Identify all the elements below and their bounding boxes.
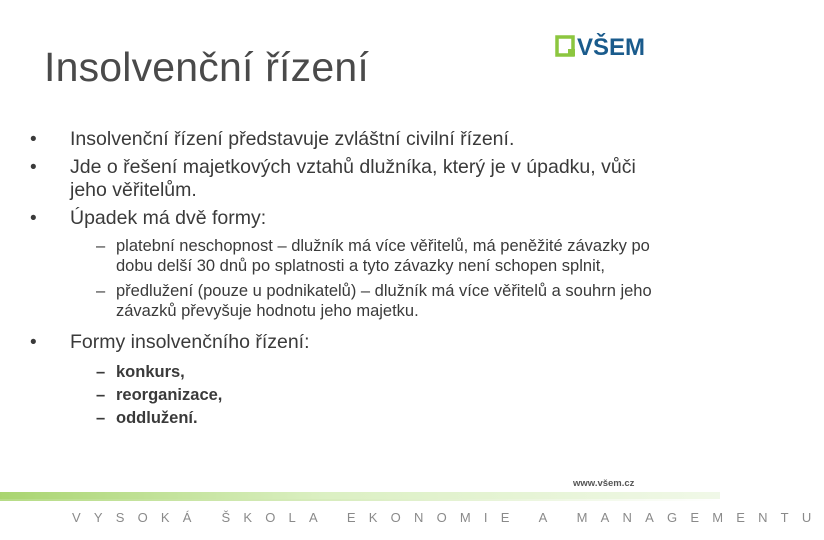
- bullet-icon: •: [30, 129, 37, 150]
- dash-icon: –: [96, 409, 106, 427]
- bullet-icon: •: [30, 157, 37, 178]
- slide-title: Insolvenční řízení: [44, 44, 369, 90]
- school-name-footer: VYSOKÁ ŠKOLA EKONOMIE A MANAGEMENTU: [72, 510, 824, 525]
- sub-list-item: [70, 385, 668, 405]
- list-item: [28, 156, 668, 202]
- item-text: Úpadek má dvě formy:: [70, 207, 267, 229]
- logo-text: VŠEM: [577, 34, 646, 61]
- sub-list: [70, 236, 668, 321]
- list-item: [28, 128, 668, 151]
- website-url: www.všem.cz: [573, 478, 635, 489]
- bullet-icon: •: [30, 332, 37, 353]
- sub-list-item: [70, 408, 668, 428]
- dash-icon: –: [96, 237, 106, 255]
- list-item: [28, 331, 668, 428]
- bullet-list: [28, 128, 668, 433]
- sub-item-text: předlužení (pouze u podnikatelů) – dlužník má více věřitelů a souhrn jeho závazků převyšuje hodnotu jeho majetku.: [116, 282, 652, 320]
- sub-item-text: reorganizace,: [116, 386, 223, 404]
- item-text: Jde o řešení majetkových vztahů dlužníka, který je v úpadku, vůči jeho věřitelům.: [70, 156, 636, 201]
- sub-list-item: [70, 362, 668, 382]
- footer-divider-accent: [0, 499, 720, 501]
- sub-item-text: platební neschopnost – dlužník má více věřitelů, má peněžité závazky po dobu delší 30 dnů po splatnosti a tyto závazky není schopen splnit,: [116, 237, 650, 275]
- list-item: [28, 207, 668, 321]
- sub-list-item: [70, 236, 668, 276]
- sub-list-item: [70, 281, 668, 321]
- dash-icon: –: [96, 282, 106, 300]
- logo-emblem-icon: [557, 37, 575, 56]
- sub-item-text: konkurs,: [116, 363, 185, 381]
- sub-item-text: oddlužení.: [116, 409, 198, 427]
- dash-icon: –: [96, 363, 106, 381]
- item-text: Insolvenční řízení představuje zvláštní civilní řízení.: [70, 128, 515, 150]
- item-text: Formy insolvenčního řízení:: [70, 331, 310, 353]
- sub-list: [70, 362, 668, 428]
- bullet-icon: •: [30, 208, 37, 229]
- dash-icon: –: [96, 386, 106, 404]
- vsem-logo: [555, 31, 650, 61]
